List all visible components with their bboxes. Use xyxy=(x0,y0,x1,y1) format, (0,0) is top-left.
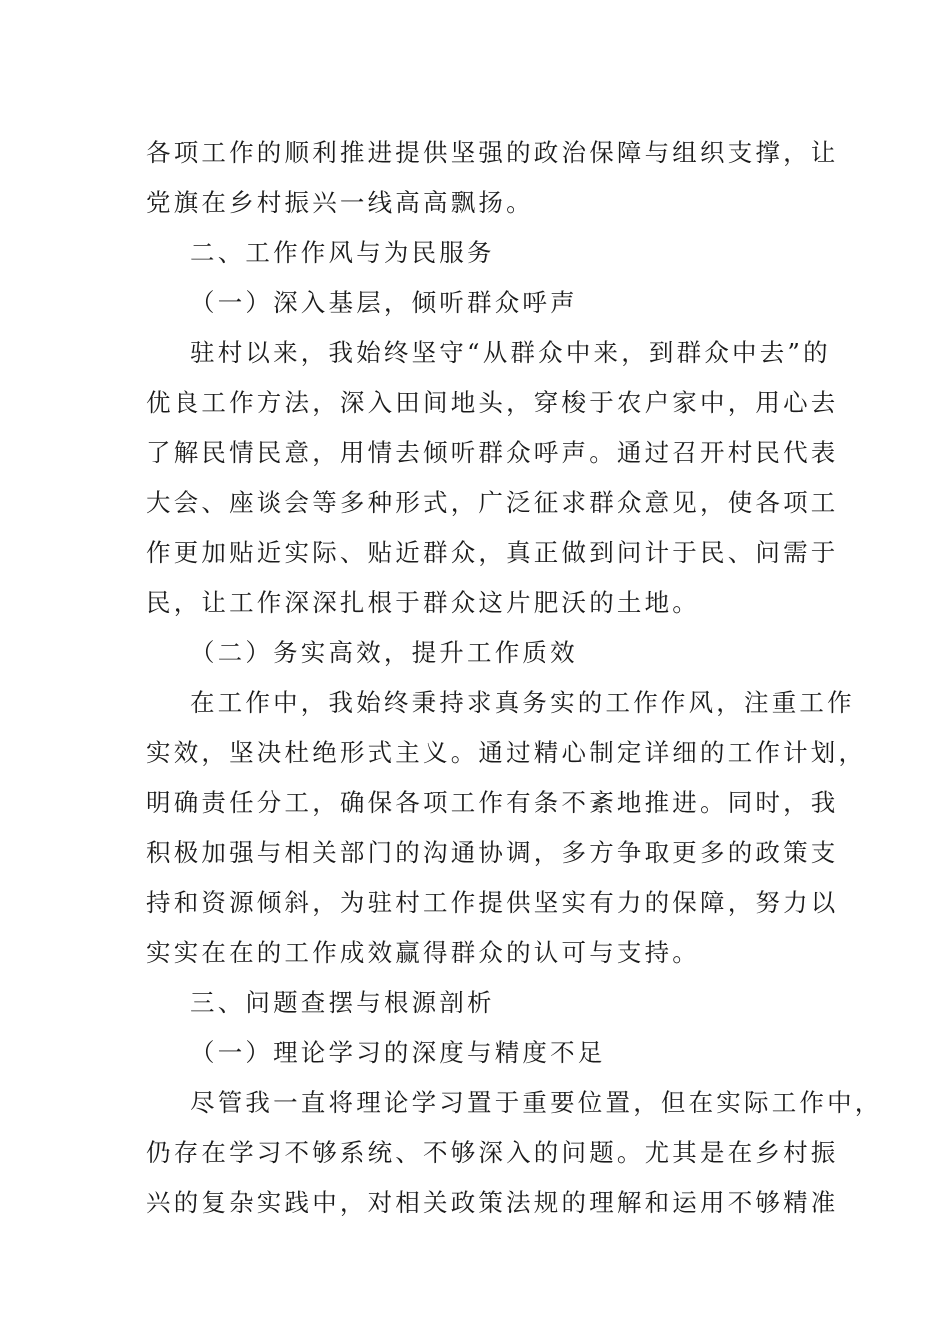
text-line: 持和资源倾斜，为驻村工作提供坚实有力的保障，努力以 xyxy=(146,888,839,917)
text-line: 兴的复杂实践中，对相关政策法规的理解和运用不够精准 xyxy=(146,1188,839,1217)
text-line: 各项工作的顺利推进提供坚强的政治保障与组织支撑，让 xyxy=(146,138,839,167)
text-line: 实实在在的工作成效赢得群众的认可与支持。 xyxy=(146,938,700,967)
subsection-heading: （二）务实高效，提升工作质效 xyxy=(190,638,578,667)
subsection-heading: （一）深入基层，倾听群众呼声 xyxy=(190,288,578,317)
paragraph-first-line: 尽管我一直将理论学习置于重要位置，但在实际工作中， xyxy=(190,1088,883,1117)
text-line: 明确责任分工，确保各项工作有条不紊地推进。同时，我 xyxy=(146,788,839,817)
text-line: 民，让工作深深扎根于群众这片肥沃的土地。 xyxy=(146,588,700,617)
section-heading: 二、工作作风与为民服务 xyxy=(190,238,495,267)
text-line: 作更加贴近实际、贴近群众，真正做到问计于民、问需于 xyxy=(146,538,839,567)
text-line: 积极加强与相关部门的沟通协调，多方争取更多的政策支 xyxy=(146,838,839,867)
text-line: 仍存在学习不够系统、不够深入的问题。尤其是在乡村振 xyxy=(146,1138,839,1167)
subsection-heading: （一）理论学习的深度与精度不足 xyxy=(190,1038,606,1067)
text-line: 了解民情民意，用情去倾听群众呼声。通过召开村民代表 xyxy=(146,438,839,467)
text-line: 大会、座谈会等多种形式，广泛征求群众意见，使各项工 xyxy=(146,488,839,517)
section-heading: 三、问题查摆与根源剖析 xyxy=(190,988,495,1017)
text-line: 实效，坚决杜绝形式主义。通过精心制定详细的工作计划， xyxy=(146,738,867,767)
paragraph-first-line: 驻村以来，我始终坚守“从群众中来，到群众中去”的 xyxy=(190,338,831,367)
text-line: 党旗在乡村振兴一线高高飘扬。 xyxy=(146,188,534,217)
paragraph-first-line: 在工作中，我始终秉持求真务实的工作作风，注重工作 xyxy=(190,688,855,717)
text-line: 优良工作方法，深入田间地头，穿梭于农户家中，用心去 xyxy=(146,388,839,417)
